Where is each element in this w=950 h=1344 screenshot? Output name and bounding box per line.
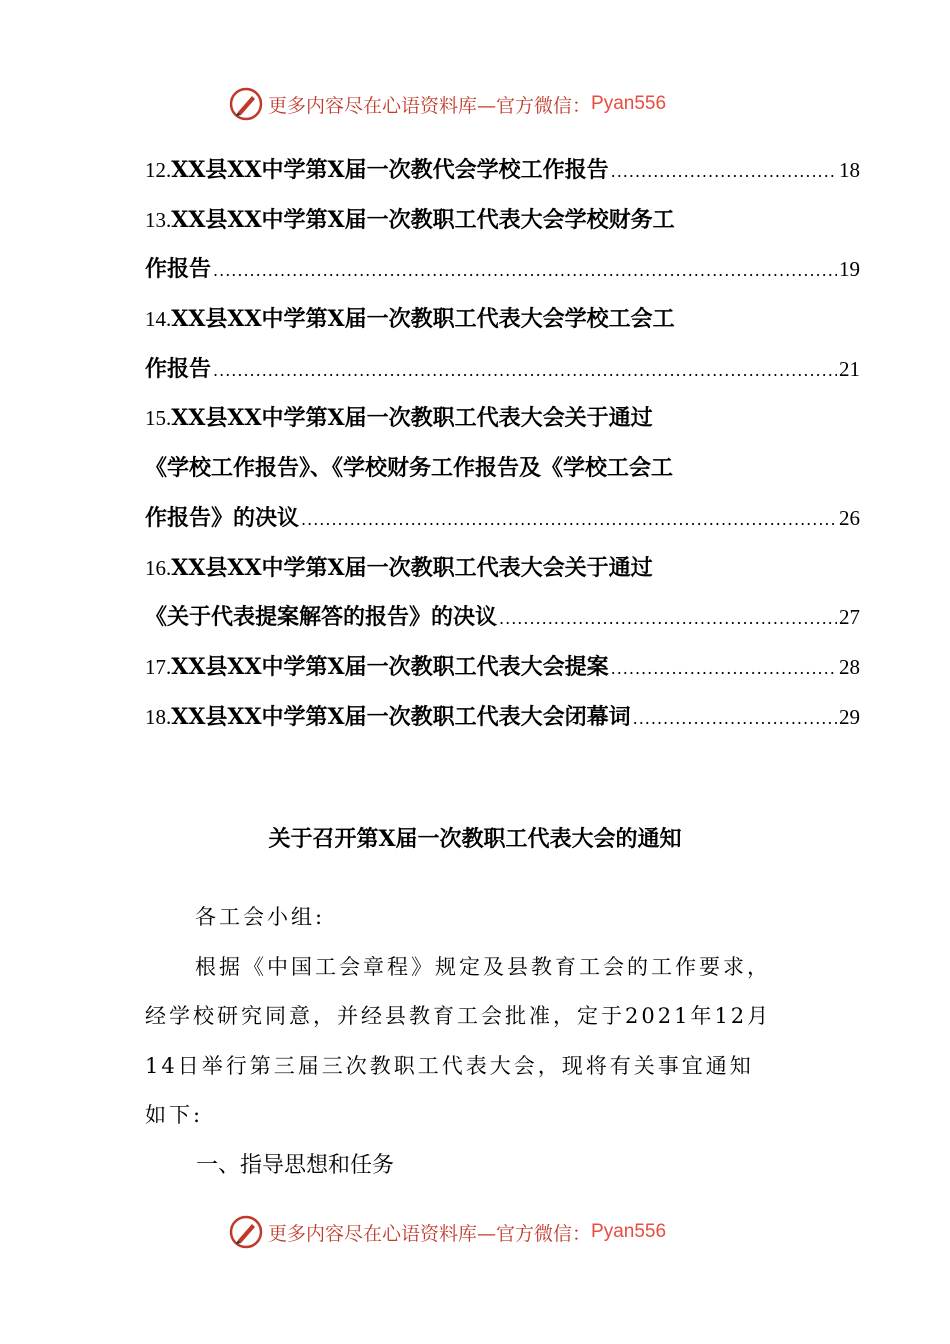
toc-leader-dots [611, 650, 837, 687]
notice-body [145, 893, 825, 1141]
toc-entry-14[interactable] [145, 301, 860, 351]
toc-title: XX县XX中学第X届一次教职工代表大会学校工会工 [171, 306, 675, 333]
toc-title: 作报告》的决议 [145, 504, 300, 531]
toc-page-number: 21 [839, 356, 860, 381]
toc-number: 12. [145, 158, 172, 182]
toc-title: 作报告 [145, 355, 212, 382]
toc-entry-15-cont[interactable] [145, 450, 860, 500]
toc-title: XX县XX中学第X届一次教职工代表大会闭幕词 [171, 703, 631, 730]
toc-entry-12[interactable] [145, 152, 860, 202]
toc-title: 《学校工作报告》、《学校财务工作报告及《学校工会工 [145, 455, 674, 482]
table-of-contents [145, 152, 860, 748]
banner-text-wechat: —官方微信： [477, 1222, 592, 1245]
toc-page-number: 27 [839, 605, 860, 630]
toc-title: 作报告 [145, 256, 212, 283]
paragraph-line: 如下: [145, 1103, 204, 1128]
toc-page-number: 18 [839, 158, 860, 182]
footer-watermark-banner [228, 1212, 666, 1252]
section-heading: 一、指导思想和任务 [196, 1153, 395, 1178]
toc-entry-15-cont2[interactable] [145, 500, 860, 550]
toc-leader-dots [301, 501, 837, 538]
toc-title: XX县XX中学第X届一次教职工代表大会关于通过 [171, 405, 653, 432]
paragraph-line: 根据《中国工会章程》规定及县教育工会的工作要求， [195, 954, 771, 979]
paragraph-line: 14日举行第三届三次教职工代表大会，现将有关事宜通知 [145, 1053, 754, 1078]
toc-title: XX县XX中学第X届一次教代会学校工作报告 [171, 157, 609, 183]
toc-entry-13[interactable] [145, 202, 860, 252]
toc-title: 《关于代表提案解答的报告》的决议 [145, 604, 498, 631]
toc-page-number: 28 [839, 654, 860, 679]
toc-entry-17[interactable] [145, 649, 860, 699]
toc-number: 14. [145, 307, 172, 332]
banner-text-main: 更多内容尽在心语资料库 [268, 1222, 478, 1245]
toc-page-number: 26 [839, 505, 860, 530]
toc-number: 13. [145, 207, 172, 232]
toc-number: 16. [145, 555, 172, 580]
salutation: 各工会小组: [195, 905, 326, 929]
toc-entry-16-cont[interactable] [145, 599, 860, 649]
toc-title: XX县XX中学第X届一次教职工代表大会关于通过 [171, 554, 653, 581]
toc-page-number: 29 [839, 704, 860, 729]
banner-text-id: Pyan556 [591, 1221, 667, 1242]
toc-leader-dots [633, 700, 837, 737]
banner-text-id: Pyan556 [591, 93, 667, 114]
toc-title: XX县XX中学第X届一次教职工代表大会学校财务工 [171, 206, 675, 233]
toc-number: 15. [145, 406, 172, 431]
toc-leader-dots [611, 153, 837, 190]
toc-number: 18. [145, 704, 172, 729]
banner-text-wechat: —官方微信： [477, 94, 592, 117]
banner-text-main: 更多内容尽在心语资料库 [268, 94, 478, 117]
toc-entry-15[interactable] [145, 400, 860, 450]
toc-entry-16[interactable] [145, 550, 860, 600]
header-watermark-banner [228, 84, 666, 124]
toc-leader-dots [213, 252, 837, 289]
toc-number: 17. [145, 654, 172, 679]
pen-logo-icon [228, 86, 264, 122]
toc-leader-dots [213, 352, 837, 389]
toc-leader-dots [499, 600, 837, 637]
toc-entry-13-cont[interactable] [145, 251, 860, 301]
toc-page-number: 19 [839, 257, 860, 282]
pen-logo-icon [228, 1214, 264, 1250]
toc-entry-18[interactable] [145, 699, 860, 749]
toc-entry-14-cont[interactable] [145, 351, 860, 401]
notice-title: 关于召开第X届一次教职工代表大会的通知 [268, 826, 682, 852]
toc-title: XX县XX中学第X届一次教职工代表大会提案 [171, 653, 609, 680]
paragraph-line: 经学校研究同意，并经县教育工会批准，定于2021年12月 [145, 1004, 772, 1029]
